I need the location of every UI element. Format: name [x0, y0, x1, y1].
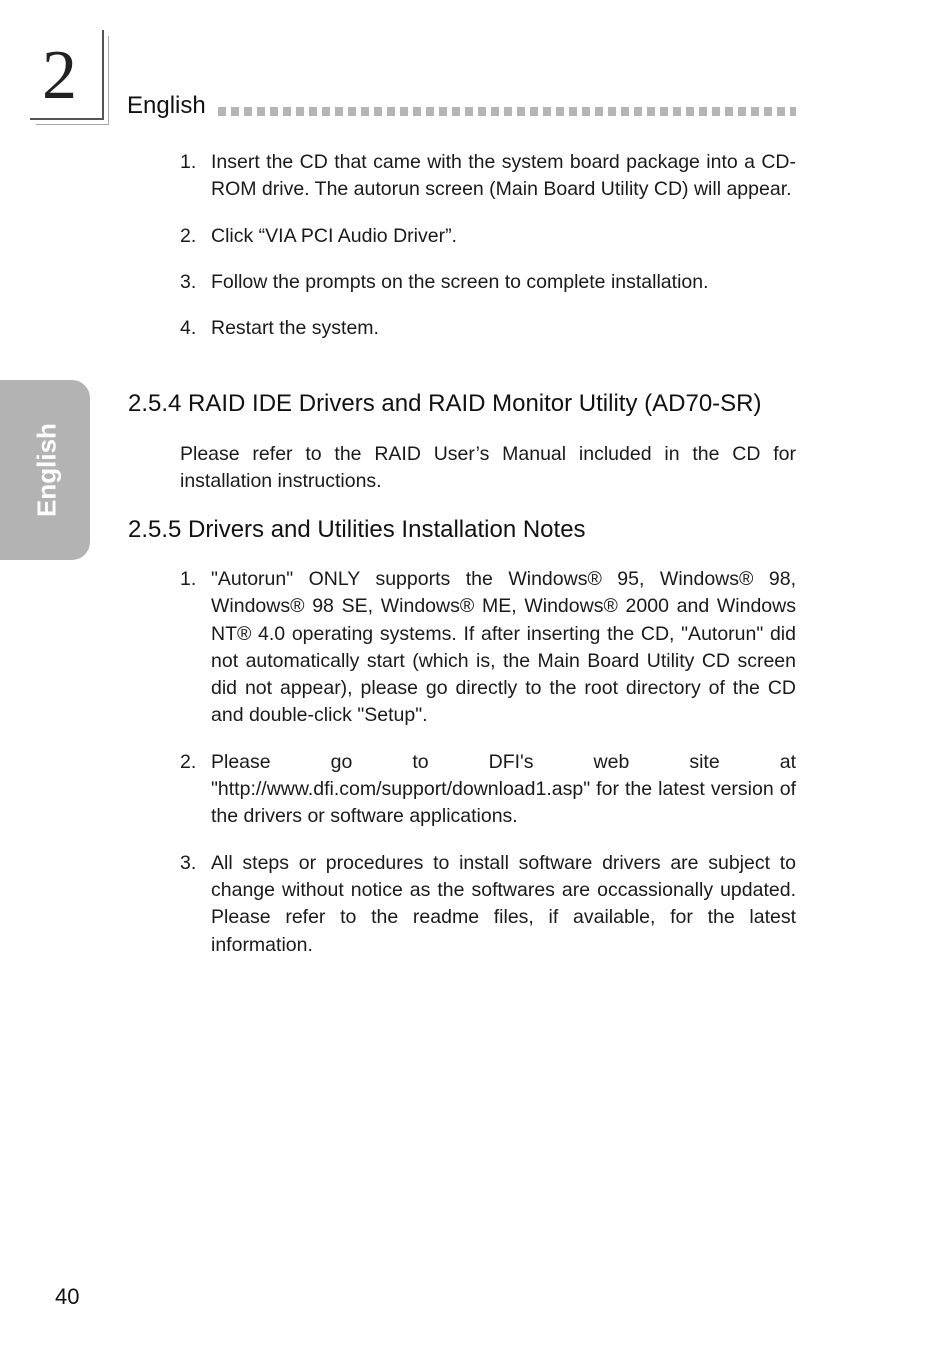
list-item [180, 566, 796, 730]
section-heading-254: 2.5.4 RAID IDE Drivers and RAID Monitor Utility (AD70-SR) [128, 390, 762, 417]
list-item [180, 850, 796, 959]
list-item-text: Insert the CD that came with the system board package into a CD-ROM drive. The autorun screen (Main Board Utility CD) will appear. [211, 151, 796, 201]
list-item [180, 749, 796, 831]
list-item-number: 1. [180, 151, 197, 173]
section-heading-255: 2.5.5 Drivers and Utilities Installation Notes [128, 516, 586, 543]
list-item-text: Please go to DFI's web site at "http://www.dfi.com/support/download1.asp" for the latest version of the drivers or software applications. [211, 750, 796, 828]
page-number: 40 [55, 1284, 80, 1309]
section-254-paragraph: Please refer to the RAID User’s Manual included in the CD for installation instructions. [180, 443, 796, 493]
header-language-label: English [127, 92, 206, 119]
chapter-number: 2 [42, 37, 77, 114]
list-item-text: All steps or procedures to install software drivers are subject to change without notice as the softwares are occassionally updated. Please refer to the readme files, if available, for the latest information. [211, 851, 796, 956]
list-item [180, 149, 796, 204]
list-item [180, 315, 796, 342]
list-item-number: 4. [180, 317, 197, 340]
list-item-number: 3. [180, 270, 197, 293]
list-item-number: 3. [180, 851, 197, 874]
list-item-number: 1. [180, 568, 197, 590]
list-item-text: Click “VIA PCI Audio Driver”. [211, 224, 457, 247]
list-item-text: "Autorun" ONLY supports the Windows® 95, Windows® 98, Windows® 98 SE, Windows® ME, Windows® 2000 and Windows NT® 4.0 operating systems. If after inserting the CD, "Autorun" did not automatically start (which is, the Main Board Utility CD screen did not appear), please go directly to the root directory of the CD and double-click "Setup". [211, 568, 796, 727]
list-item [180, 223, 796, 250]
header-dotted-rule [218, 107, 796, 116]
list-item-text: Restart the system. [211, 317, 379, 340]
list-item-number: 2. [180, 750, 197, 773]
installation-notes-list [180, 566, 796, 959]
list-item [180, 269, 796, 296]
side-language-tab-label: English [31, 423, 62, 517]
list-item-number: 2. [180, 224, 197, 247]
audio-driver-steps [180, 149, 796, 342]
list-item-text: Follow the prompts on the screen to complete installation. [211, 270, 709, 293]
